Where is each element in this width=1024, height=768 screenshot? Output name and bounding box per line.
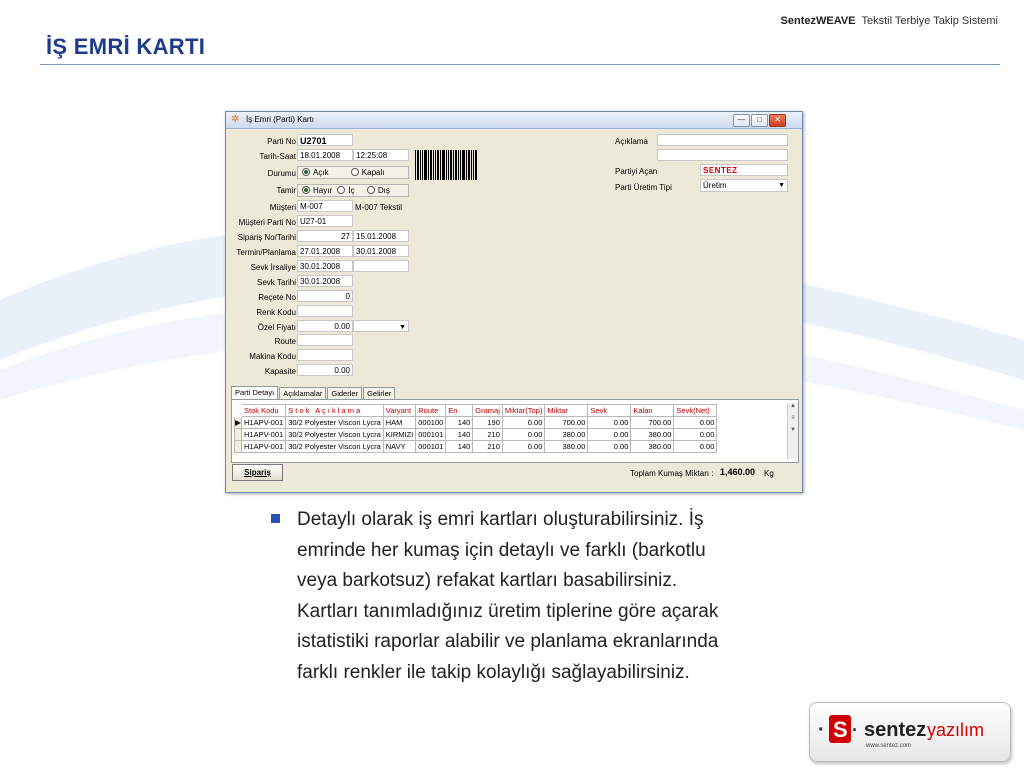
musteri-name-text: M-007 Tekstil — [355, 203, 402, 212]
parti-no-field[interactable]: U2701 — [297, 134, 353, 146]
parti-uretim-tipi-label: Parti Üretim Tipi — [615, 183, 672, 192]
musteri-parti-no-label: Müşteri Parti No — [238, 218, 296, 227]
sevk-irsaliye-extra-field[interactable] — [353, 260, 409, 272]
cell-en[interactable]: 140 — [446, 441, 473, 453]
tab-parti-detayi[interactable]: Parti Detayı — [231, 386, 278, 400]
tamir-label: Tamir — [276, 186, 296, 195]
cell-varyant[interactable]: HAM — [383, 417, 416, 429]
durumu-kapali-label: Kapalı — [361, 168, 385, 177]
parti-uretim-tipi-value: Üretim — [703, 181, 727, 190]
col-en[interactable]: En — [446, 405, 473, 417]
cell-gramaj[interactable]: 190 — [473, 417, 503, 429]
makina-kodu-label: Makina Kodu — [249, 352, 296, 361]
brand-tagline: Tekstil Terbiye Takip Sistemi — [861, 15, 998, 27]
cell-stok-aciklama[interactable]: 30/2 Polyester Viscon Lycra — [286, 417, 384, 429]
recete-no-field[interactable]: 0 — [297, 290, 353, 302]
cell-sevk-net[interactable]: 0.00 — [674, 429, 717, 441]
close-button[interactable]: ✕ — [769, 114, 786, 127]
termin-planlama-label: Termin/Planlama — [236, 248, 296, 257]
renk-kodu-label: Renk Kodu — [256, 308, 296, 317]
durumu-acik-label: Açık — [313, 168, 329, 177]
brand-name: SentezWEAVE — [780, 15, 856, 27]
cell-stok-kodu[interactable]: H1APV-001 — [242, 417, 286, 429]
maximize-button[interactable]: □ — [751, 114, 768, 127]
col-varyant[interactable]: Varyant — [383, 405, 416, 417]
parti-uretim-tipi-dropdown[interactable] — [700, 179, 788, 192]
cell-stok-kodu[interactable]: H1APV-001 — [242, 429, 286, 441]
cell-sevk-net[interactable]: 0.00 — [674, 417, 717, 429]
header-brand — [781, 15, 998, 27]
musteri-code-field[interactable]: M-007 — [297, 200, 353, 212]
cell-sevk-net[interactable]: 0.00 — [674, 441, 717, 453]
siparis-no-field[interactable]: 27 — [297, 230, 353, 242]
cell-route[interactable]: 000101 — [416, 441, 446, 453]
svg-text:·: · — [852, 720, 858, 740]
radio-unselected-icon — [367, 186, 375, 194]
ozel-fiyati-currency-dropdown[interactable] — [353, 320, 409, 332]
minimize-button[interactable]: — — [733, 114, 750, 127]
kapasite-field[interactable]: 0.00 — [297, 364, 353, 376]
ozel-fiyati-field[interactable]: 0.00 — [297, 320, 353, 332]
siparis-no-label: Sipariş No/Tarihi — [237, 233, 296, 242]
col-gramaj[interactable]: Gramaj — [473, 405, 503, 417]
cell-route[interactable]: 000100 — [416, 417, 446, 429]
col-route[interactable]: Route — [416, 405, 446, 417]
tab-gelirler[interactable]: Gelirler — [363, 387, 395, 400]
row-indicator — [235, 429, 242, 441]
detail-tabs — [231, 386, 396, 399]
musteri-parti-no-field[interactable]: U27-01 — [297, 215, 353, 227]
slide-title: İŞ EMRİ KARTI — [46, 34, 206, 59]
cell-sevk[interactable]: 0.00 — [588, 429, 631, 441]
tamir-radio-group — [297, 184, 409, 197]
radio-unselected-icon — [337, 186, 345, 194]
logo-word-red: yazılım — [927, 720, 985, 740]
window-title: İş Emri (Parti) Kartı — [246, 115, 315, 124]
durumu-acik-radio[interactable] — [302, 168, 329, 177]
current-row-arrow-icon: ▶ — [235, 418, 241, 427]
logo-mark-letter: S — [833, 717, 848, 742]
durumu-radio-group — [297, 166, 409, 179]
cell-miktar[interactable]: 380.00 — [545, 429, 588, 441]
recete-no-label: Reçete No — [258, 293, 296, 302]
grid-vertical-scrollbar[interactable]: ▲ ≡ ▼ — [787, 403, 798, 459]
col-miktar[interactable]: Miktar — [545, 405, 588, 417]
tarih-field[interactable]: 18.01.2008 — [297, 149, 353, 161]
cell-miktar-top[interactable]: 0.00 — [502, 417, 545, 429]
durumu-kapali-radio[interactable] — [351, 168, 385, 177]
durumu-label: Durumu — [267, 169, 296, 178]
sevk-tarihi-field[interactable]: 30.01.2008 — [297, 275, 353, 287]
tamir-dis-radio[interactable] — [367, 186, 390, 195]
aciklama-field-2[interactable] — [657, 149, 788, 161]
col-stok-kodu[interactable]: Stok Kodu — [242, 405, 286, 417]
col-kalan[interactable]: Kalan — [631, 405, 674, 417]
musteri-label: Müşteri — [269, 203, 296, 212]
grid-header-row — [235, 405, 717, 417]
radio-selected-icon — [302, 186, 310, 194]
toplam-unit: Kg — [764, 469, 774, 478]
row-indicator — [235, 441, 242, 453]
cell-kalan[interactable]: 380.00 — [631, 429, 674, 441]
radio-unselected-icon — [351, 168, 359, 176]
table-row[interactable] — [235, 429, 717, 441]
cell-miktar[interactable]: 380.00 — [545, 441, 588, 453]
cell-miktar[interactable]: 700.00 — [545, 417, 588, 429]
tamir-ic-label: İç — [348, 186, 355, 195]
cell-kalan[interactable]: 380.00 — [631, 441, 674, 453]
toplam-kumas-miktari-label: Toplam Kumaş Miktarı : — [630, 469, 714, 478]
route-label: Route — [274, 337, 296, 346]
sevk-irsaliye-field[interactable]: 30.01.2008 — [297, 260, 353, 272]
saat-field[interactable]: 12:25:08 — [353, 149, 409, 161]
sevk-tarihi-label: Sevk Tarihi — [257, 278, 296, 287]
tamir-dis-label: Dış — [377, 186, 390, 195]
app-icon: ✲ — [231, 114, 240, 125]
sevk-irsaliye-label: Sevk İrsaliye — [250, 263, 296, 272]
tamir-ic-radio[interactable] — [337, 186, 354, 195]
bullet-square-icon — [271, 514, 280, 523]
siparis-tarihi-field[interactable]: 15.01.2008 — [353, 230, 409, 242]
cell-miktar-top[interactable]: 0.00 — [502, 429, 545, 441]
cell-stok-aciklama[interactable]: 30/2 Polyester Viscon Lycra — [286, 441, 384, 453]
svg-text:·: · — [818, 719, 825, 741]
cell-gramaj[interactable]: 210 — [473, 429, 503, 441]
col-sevk-net[interactable]: Sevk(Net) — [674, 405, 717, 417]
parti-detay-grid — [234, 404, 717, 453]
cell-sevk[interactable]: 0.00 — [588, 417, 631, 429]
description-paragraph: Detaylı olarak iş emri kartları oluşturabilirsiniz. İş emrinde her kumaş için detaylı ve farklı (barkotlu veya barkotsuz) refakat kartları basabilirsiniz. Kartları tanımladığınız üretim tiplerine göre açarak istatistiki raporlar alabilir ve planlama ekranlarında farklı renkler ile takip kolaylığı sağlayabilirsiniz. — [297, 509, 719, 683]
sentez-yazilim-logo — [809, 702, 1011, 762]
tab-giderler[interactable]: Giderler — [327, 387, 362, 400]
aciklama-field-1[interactable] — [657, 134, 788, 146]
termin-field[interactable]: 27.01.2008 — [297, 245, 353, 257]
cell-stok-kodu[interactable]: H1APV-001 — [242, 441, 286, 453]
window-titlebar[interactable] — [226, 112, 802, 129]
tamir-hayir-label: Hayır — [313, 186, 333, 195]
barcode-image — [415, 150, 477, 180]
is-emri-window — [225, 111, 803, 493]
cell-varyant[interactable]: NAVY — [383, 441, 416, 453]
tarih-saat-label: Tarih-Saat — [259, 152, 296, 161]
aciklama-label: Açıklama — [615, 137, 648, 146]
table-row[interactable] — [235, 417, 717, 429]
parti-no-label: Parti No — [267, 137, 296, 146]
partiyi-acan-label: Partiyi Açan — [615, 167, 658, 176]
cell-route[interactable]: 000101 — [416, 429, 446, 441]
logo-word-dark: sentez — [864, 719, 927, 741]
title-divider — [40, 64, 1000, 65]
tamir-hayir-radio[interactable] — [302, 186, 332, 195]
ozel-fiyati-label: Özel Fiyatı — [257, 323, 296, 332]
toplam-kumas-miktari-value: 1,460.00 — [720, 467, 756, 477]
kapasite-label: Kapasite — [264, 367, 296, 376]
dropdown-arrow-icon: ▼ — [399, 324, 406, 331]
tab-aciklamalar[interactable]: Açıklamalar — [279, 387, 326, 400]
makina-kodu-field[interactable] — [297, 349, 353, 361]
route-field[interactable] — [297, 334, 353, 346]
cell-stok-aciklama[interactable]: 30/2 Polyester Viscon Lycra — [286, 429, 384, 441]
parti-detayi-panel — [231, 399, 799, 463]
cell-miktar-top[interactable]: 0.00 — [502, 441, 545, 453]
col-stok-aciklama[interactable]: S t o k A ç ı k l a m a — [286, 405, 384, 417]
cell-gramaj[interactable]: 210 — [473, 441, 503, 453]
dropdown-arrow-icon: ▼ — [778, 182, 785, 189]
cell-sevk[interactable]: 0.00 — [588, 441, 631, 453]
partiyi-acan-field[interactable]: SENTEZ — [700, 164, 788, 176]
col-sevk[interactable]: Sevk — [588, 405, 631, 417]
cell-en[interactable]: 140 — [446, 429, 473, 441]
cell-kalan[interactable]: 700.00 — [631, 417, 674, 429]
logo-url: www.sentez.com — [866, 743, 912, 749]
cell-en[interactable]: 140 — [446, 417, 473, 429]
siparis-button[interactable]: Sipariş — [232, 464, 283, 481]
cell-varyant[interactable]: KIRMIZI — [383, 429, 416, 441]
renk-kodu-field[interactable] — [297, 305, 353, 317]
radio-selected-icon — [302, 168, 310, 176]
row-indicator-header — [235, 405, 242, 417]
col-miktar-top[interactable]: Miktar(Top) — [502, 405, 545, 417]
table-row[interactable] — [235, 441, 717, 453]
logo-graphic — [810, 703, 1010, 761]
planlama-field[interactable]: 30.01.2008 — [353, 245, 409, 257]
